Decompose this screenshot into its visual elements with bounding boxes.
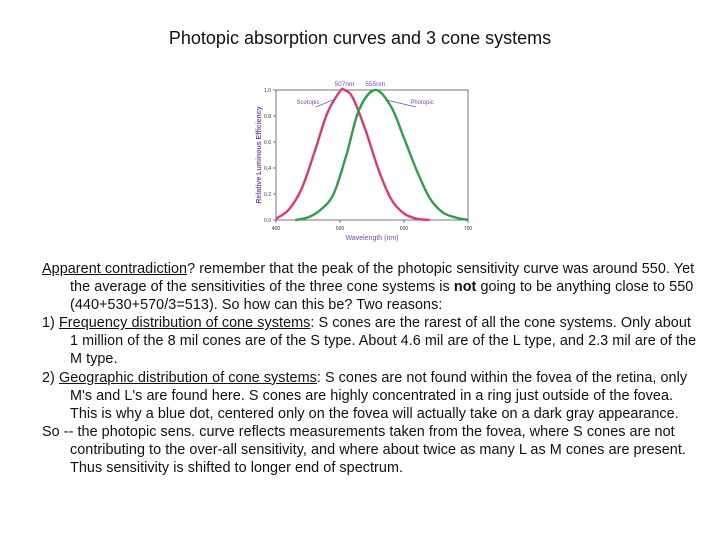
x-tick-label: 600 (399, 226, 409, 232)
paragraph-contradiction (42, 260, 698, 314)
reason-2-text: : S cones are not found within the fovea of the retina, only M's and L's are found here. S cones are highly concentrated in a ring just outside of the fovea. This is why a blue dot, centered only on the fovea will actually take on a dark gray appearance. (70, 369, 688, 422)
x-tick-label: 700 (463, 226, 473, 232)
contradiction-text-a: ? remember that the peak of the photopic sensitivity curve was around 550. Yet the average of the sensitivities of the three cone systems is (70, 261, 695, 296)
scotopic-label: Scotopic (296, 100, 320, 106)
y-tick-label: 0.6 (264, 140, 271, 146)
y-tick-label: 0.0 (264, 218, 271, 224)
x-tick-label: 500 (335, 226, 345, 232)
conclusion-text: So -- the photopic sens. curve reflects measurements taken from the fovea, where S cones are not contributing to the over-all sensitivity, and where about twice as many L as M cones are present. Thus sensitivity is shifted to longer end of spectrum. (42, 423, 686, 477)
y-axis-label: Relative Luminous Efficiency (256, 106, 263, 204)
x-axis-label: Wavelength (nm) (345, 235, 399, 242)
reason-2-lead: Geographic distribution of cone systems (58, 369, 317, 386)
x-tick-label: 400 (271, 226, 281, 232)
contradiction-bold: not (453, 279, 477, 296)
paragraph-conclusion (42, 423, 698, 477)
photopic-label: Photopic (410, 100, 434, 106)
reason-1-number: 1) (42, 315, 59, 332)
chart-svg (252, 74, 478, 246)
reason-1-text: : S cones are the rarest of all the cone systems. Only about 1 million of the 8 mil cones are of the S type. About 4.6 mil are of the L type, and 2.3 mil are of the M type. (70, 315, 697, 368)
reason-1-lead: Frequency distribution of cone systems (58, 315, 311, 332)
contradiction-lead: Apparent contradiction (42, 261, 188, 277)
y-tick-label: 1.0 (264, 88, 271, 94)
paragraph-reason-2 (42, 369, 698, 423)
y-tick-label: 0.4 (264, 166, 271, 172)
slide-title: Photopic absorption curves and 3 cone systems (168, 28, 552, 48)
plot-frame (276, 90, 468, 220)
photopic-curve (295, 90, 468, 220)
body-text (42, 260, 698, 477)
peak-label-1: 555nm (365, 81, 386, 88)
peak-label-0: 507nm (334, 81, 355, 88)
contradiction-text-b: going to be anything close to 550 (440+530+570/3=513). So how can this be? Two reasons: (70, 279, 694, 314)
scotopic-curve (276, 89, 430, 220)
y-tick-label: 0.2 (264, 192, 271, 198)
paragraph-reason-1 (42, 314, 698, 368)
reason-2-number: 2) (42, 369, 59, 386)
luminous-efficiency-chart (252, 74, 478, 246)
y-tick-label: 0.8 (264, 114, 271, 120)
